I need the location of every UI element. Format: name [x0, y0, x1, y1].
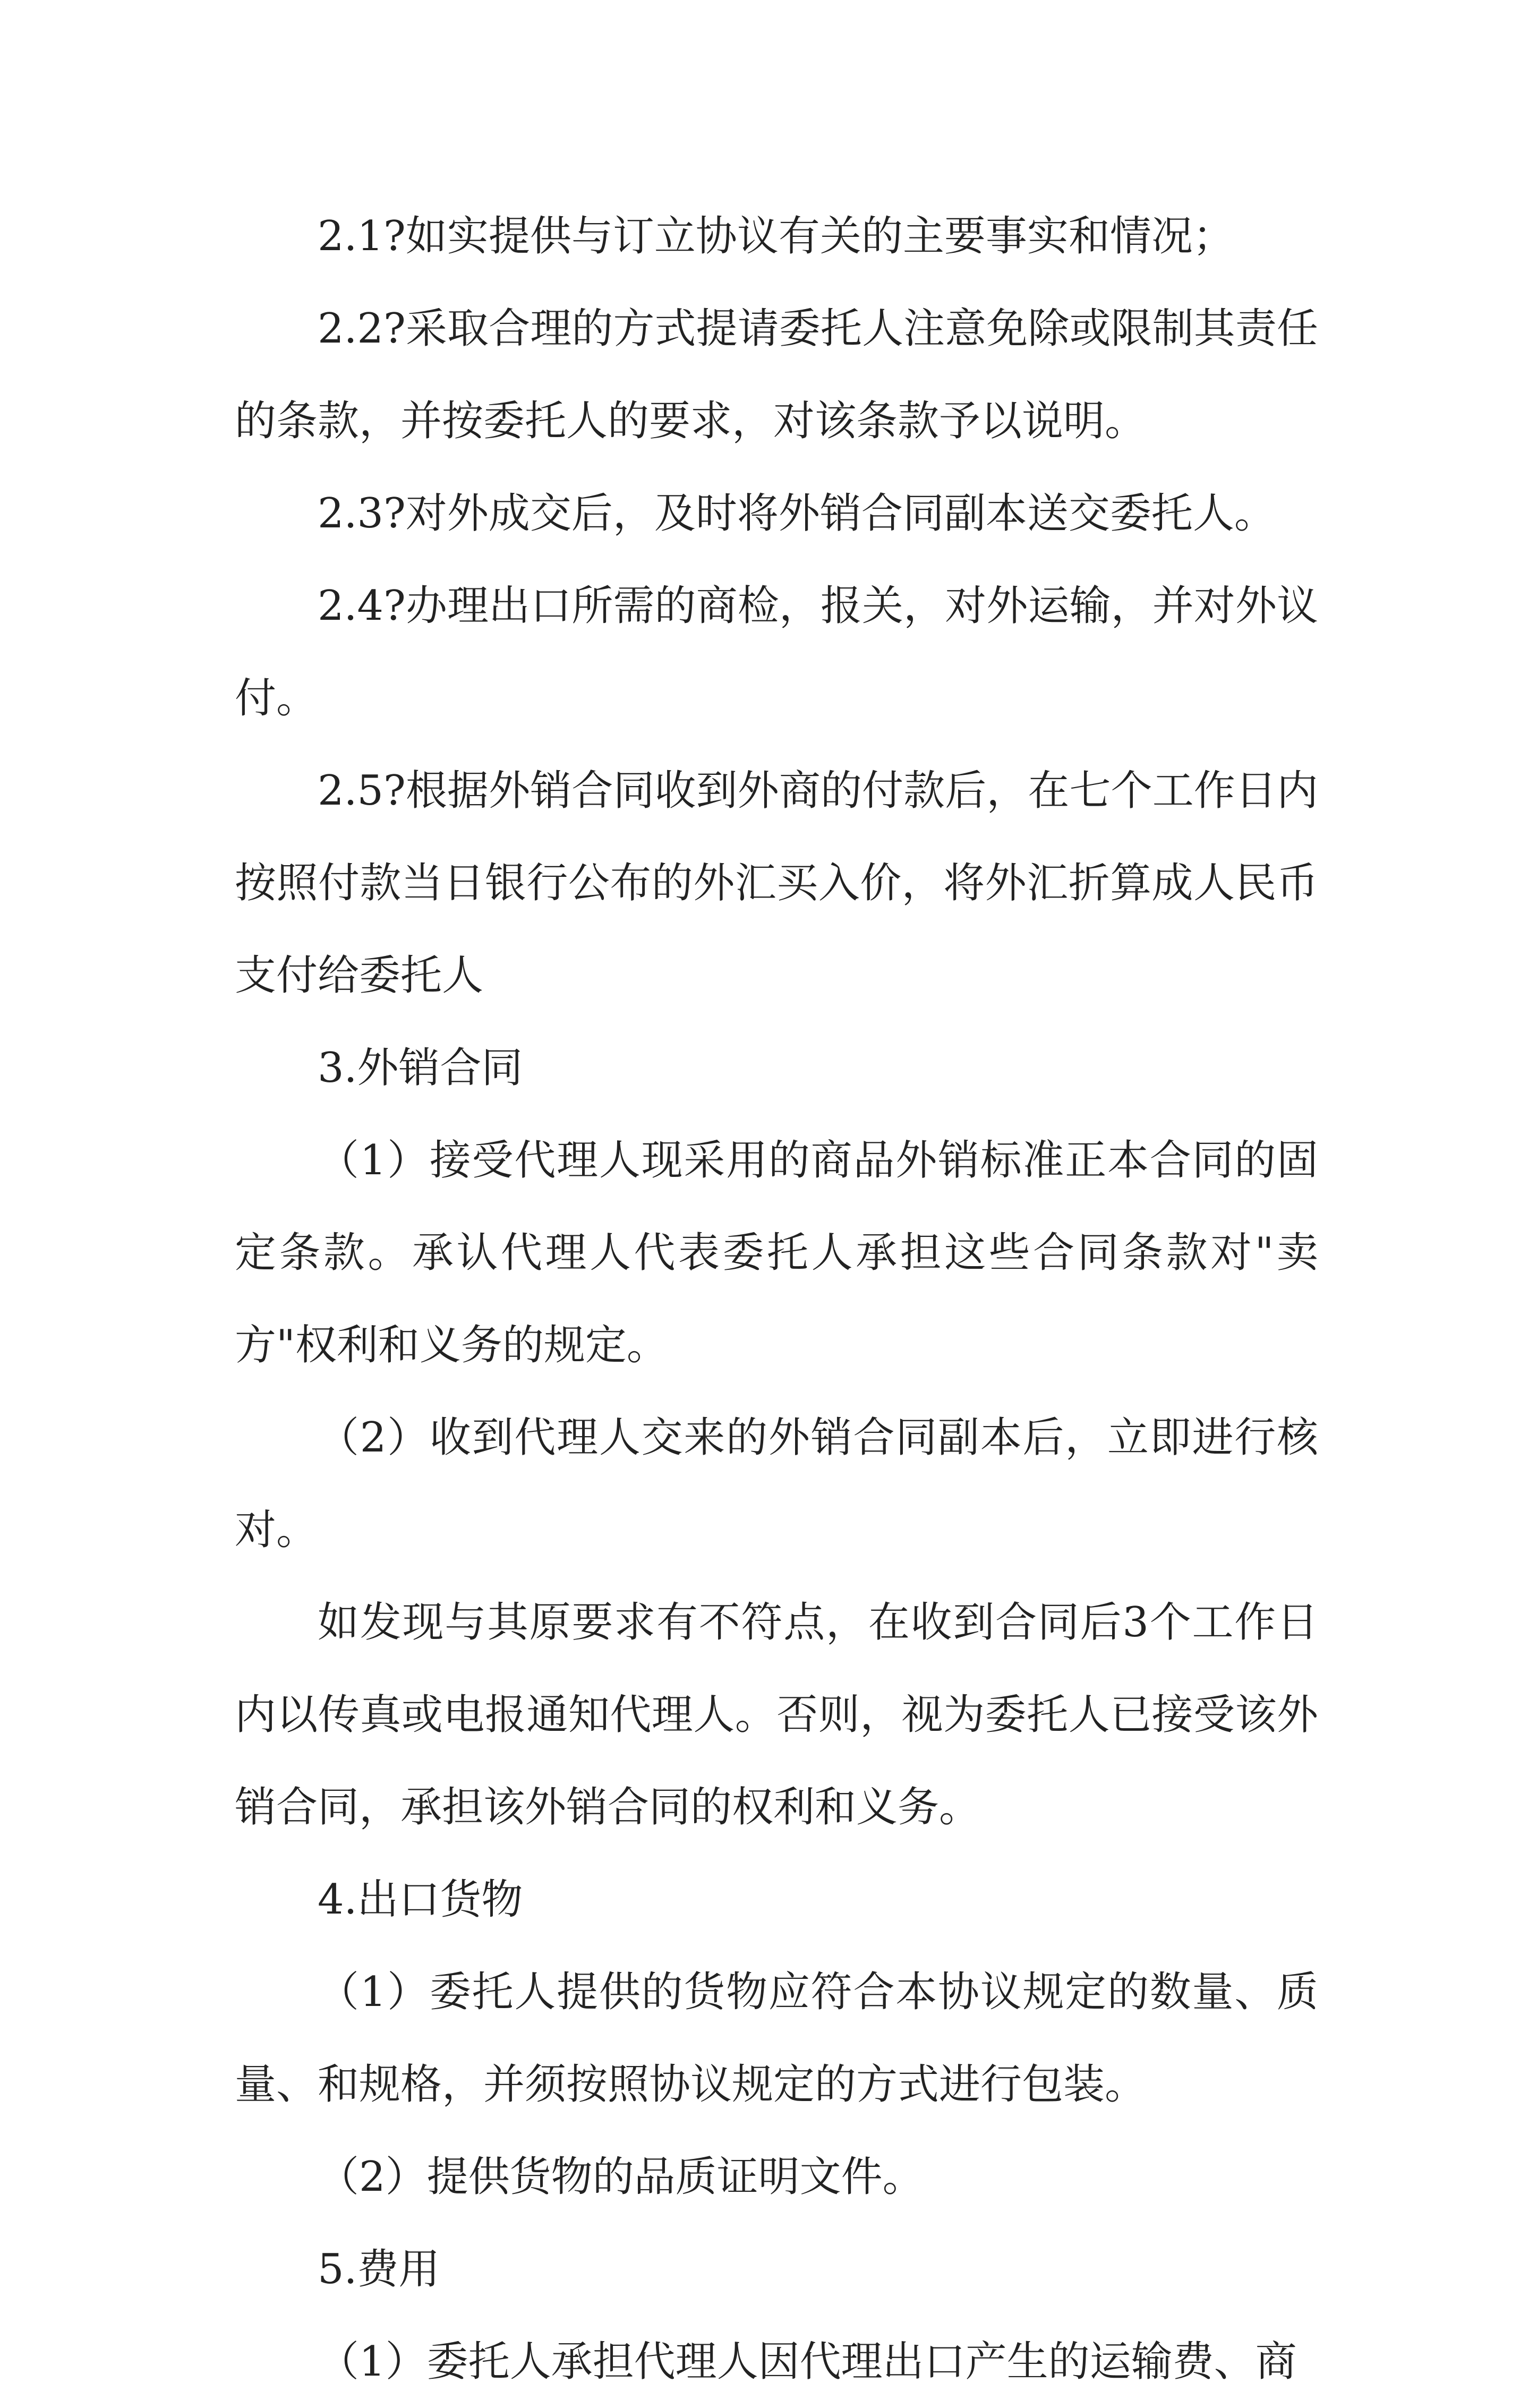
document-body [235, 190, 1318, 2408]
clause-2-1: 2.1?如实提供与订立协议有关的主要事实和情况； [318, 212, 1234, 260]
section-heading-3: 3.外销合同 [318, 1044, 523, 1092]
clause-2-4: 2.4?办理出口所需的商检，报关，对外运输，并对外议付。 [235, 582, 1318, 722]
clause-3-1: （1）接受代理人现采用的商品外销标准正本合同的固定条款。承认代理人代表委托人承担这些合同条款对"卖方"权利和义务的规定。 [235, 1137, 1318, 1369]
section-heading-5: 5.费用 [318, 2245, 440, 2293]
clause-4-2: （2）提供货物的品质证明文件。 [318, 2153, 924, 2201]
clause-4-1: （1）委托人提供的货物应符合本协议规定的数量、质量、和规格，并须按照协议规定的方式进行包装。 [235, 1968, 1318, 2108]
clause-3-2-note: 如发现与其原要求有不符点，在收到合同后3个工作日内以传真或电报通知代理人。否则，视为委托人已接受该外销合同，承担该外销合同的权利和义务。 [235, 1599, 1318, 1831]
section-heading-4: 4.出口货物 [318, 1876, 523, 1924]
clause-5-1: （1）委托人承担代理人因代理出口产生的运输费、商 [318, 2338, 1297, 2386]
clause-2-3: 2.3?对外成交后，及时将外销合同副本送交委托人。 [318, 490, 1276, 537]
clause-3-2: （2）收到代理人交来的外销合同副本后，立即进行核对。 [235, 1414, 1318, 1554]
clause-2-5: 2.5?根据外销合同收到外商的付款后，在七个工作日内按照付款当日银行公布的外汇买入价，将外汇折算成人民币支付给委托人 [235, 767, 1318, 1000]
clause-2-2: 2.2?采取合理的方式提请委托人注意免除或限制其责任的条款，并按委托人的要求，对该条款予以说明。 [235, 305, 1318, 445]
